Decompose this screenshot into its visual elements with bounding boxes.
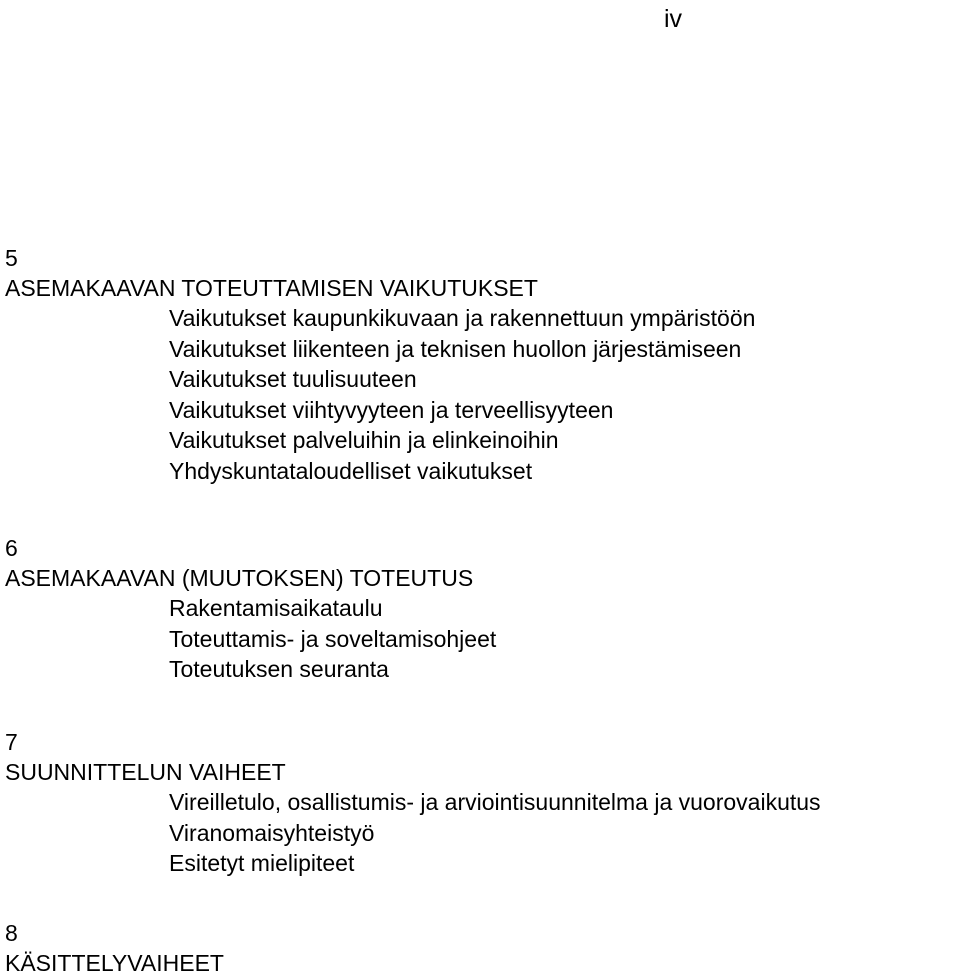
- section-6: [5, 533, 960, 685]
- section-7: [5, 727, 960, 879]
- subsection-item: Vaikutukset viihtyvyyteen ja terveellisyyteen: [169, 396, 614, 423]
- section-number: 5: [5, 245, 18, 271]
- subsection-item: Vaikutukset kaupunkikuvaan ja rakennettuun ympäristöön: [169, 305, 756, 331]
- section-8: [5, 918, 960, 978]
- subsection-item: Vireilletulo, osallistumis- ja arviointisuunnitelma ja vuorovaikutus: [169, 789, 821, 815]
- subsection-item: Rakentamisaikataulu: [169, 595, 383, 621]
- section-number: 8: [5, 920, 18, 946]
- subsection-item: Vaikutukset palveluihin ja elinkeinoihin: [169, 427, 559, 453]
- subsection-list: [5, 787, 960, 879]
- section-5: [5, 243, 960, 486]
- section-number: 7: [5, 729, 18, 755]
- section-title: ASEMAKAAVAN (MUUTOKSEN) TOTEUTUS: [5, 565, 474, 591]
- subsection-item: Toteuttamis- ja soveltamisohjeet: [169, 625, 497, 652]
- subsection-item: Yhdyskuntataloudelliset vaikutukset: [169, 457, 533, 484]
- subsection-list: [5, 593, 960, 685]
- subsection-item: Vaikutukset tuulisuuteen: [169, 366, 417, 392]
- section-number: 6: [5, 535, 18, 561]
- subsection-item: Esitetyt mielipiteet: [169, 850, 355, 876]
- subsection-item: Viranomaisyhteistyö: [169, 819, 375, 846]
- section-title: SUUNNITTELUN VAIHEET: [5, 759, 286, 785]
- section-title: ASEMAKAAVAN TOTEUTTAMISEN VAIKUTUKSET: [5, 275, 538, 301]
- subsection-list: [5, 303, 960, 486]
- subsection-item: Vaikutukset liikenteen ja teknisen huollon järjestämiseen: [169, 335, 742, 362]
- section-title: KÄSITTELYVAIHEET: [5, 950, 224, 976]
- subsection-item: Toteutuksen seuranta: [169, 656, 389, 682]
- page-number: iv: [664, 5, 683, 33]
